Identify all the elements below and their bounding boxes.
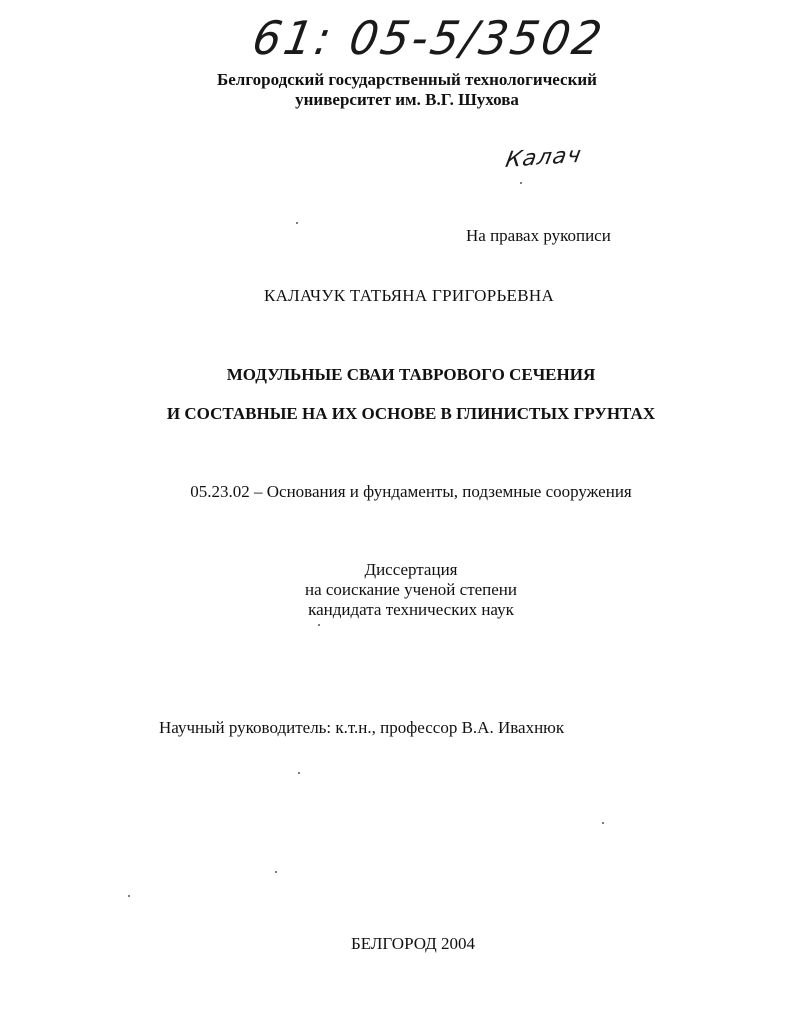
handwritten-note: Калач [503, 142, 584, 173]
scan-speck [602, 822, 604, 824]
dissertation-line-2: на соискание ученой степени [304, 580, 518, 599]
university-line-1: Белгородский государственный технологический [217, 70, 597, 89]
scientific-advisor: Научный руководитель: к.т.н., профессор В.А. Ивахнюк [159, 718, 565, 737]
author-name: КАЛАЧУК ТАТЬЯНА ГРИГОРЬЕВНА [263, 286, 555, 305]
scan-speck [520, 182, 522, 184]
scan-speck [128, 895, 130, 897]
dissertation-line-3: кандидата технических наук [308, 600, 514, 619]
manuscript-rights: На правах рукописи [466, 226, 611, 245]
dissertation-title-line-1: МОДУЛЬНЫЕ СВАИ ТАВРОВОГО СЕЧЕНИЯ [226, 365, 596, 384]
specialty-code: 05.23.02 – Основания и фундаменты, подземные сооружения [190, 482, 632, 501]
university-name [90, 70, 724, 110]
scan-speck [296, 222, 298, 224]
dissertation-type [14, 560, 794, 620]
scan-speck [298, 772, 300, 774]
scan-speck [318, 624, 320, 626]
city-year: БЕЛГОРОД 2004 [350, 934, 476, 953]
scan-speck [275, 871, 277, 873]
dissertation-line-1: Диссертация [364, 560, 458, 579]
archive-code-handwritten: 61: 05-5/3502 [248, 12, 609, 66]
dissertation-title-line-2: И СОСТАВНЫЕ НА ИХ ОСНОВЕ В ГЛИНИСТЫХ ГРУНТАХ [166, 404, 656, 423]
university-line-2: университет им. В.Г. Шухова [295, 90, 519, 109]
